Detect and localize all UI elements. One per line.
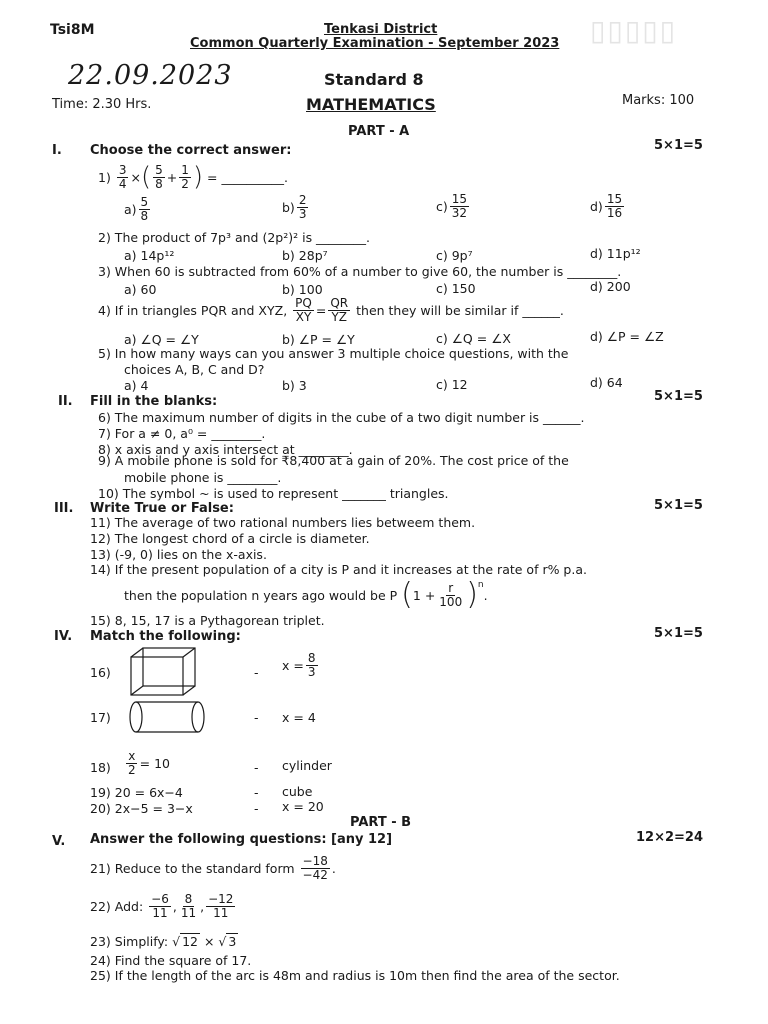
question-13: 13) (-9, 0) lies on the x-axis. xyxy=(90,547,267,562)
q2-option-a: a) 14p¹² xyxy=(124,248,175,263)
q17-answer: x = 4 xyxy=(282,710,316,725)
section-3-number: III. xyxy=(54,501,74,516)
q3-option-a: a) 60 xyxy=(124,282,157,297)
q3-option-d: d) 200 xyxy=(590,279,631,294)
question-14-line-2: then the population n years ago would be P ( 1 + $\frac{r}{100}$ ) n . xyxy=(124,577,488,612)
question-4: 4) If in triangles PQR and XYZ, $\frac{PQ}{XY}$ = $\frac{QR}{YZ}$ then they will be similar if ______. xyxy=(98,296,564,324)
q3-option-c: c) 150 xyxy=(436,281,476,296)
q5-option-b: b) 3 xyxy=(282,378,307,393)
q1-fraction-lead: $\frac{3}{4}$ xyxy=(118,163,127,191)
question-9: 9) A mobile phone is sold for ₹8,400 at a gain of 20%. The cost price of the xyxy=(98,453,569,468)
section-4-number: IV. xyxy=(54,629,73,644)
q2-option-c: c) 9p⁷ xyxy=(436,248,473,263)
question-23: 23) Simplify: √ 12 × √ 3 xyxy=(90,933,237,949)
q22-fraction-3: $\frac{-12}{11}$ xyxy=(208,892,234,920)
q20-answer: x = 20 xyxy=(282,799,324,814)
q16-answer: x = $\frac{8}{3}$ xyxy=(282,651,316,679)
subject-title: MATHEMATICS xyxy=(306,95,436,114)
time-label: Time: 2.30 Hrs. xyxy=(52,97,152,112)
section-3-title: Write True or False: xyxy=(90,501,234,516)
q4-option-a: a) ∠Q = ∠Y xyxy=(124,332,199,347)
q5-option-a: a) 4 xyxy=(124,378,149,393)
q1-option-c: c) $\frac{15}{32}$ xyxy=(436,192,468,220)
question-14: 14) If the present population of a city is P and it increases at the rate of r% p.a. xyxy=(90,562,587,577)
section-1-marks: 5×1=5 xyxy=(654,138,703,153)
exam-title: Common Quarterly Examination - September 2023 xyxy=(190,36,560,51)
question-24: 24) Find the square of 17. xyxy=(90,953,252,968)
q1-option-b: b) $\frac{2}{3}$ xyxy=(282,193,307,221)
section-5-title: Answer the following questions: [any 12] xyxy=(90,832,393,847)
q19-answer: cube xyxy=(282,784,313,799)
q2-option-b: b) 28p⁷ xyxy=(282,248,328,263)
question-19: 19) 20 = 6x−4 xyxy=(90,785,183,800)
q4-fraction-1: $\frac{PQ}{XY}$ xyxy=(295,296,312,324)
section-2-title: Fill in the blanks: xyxy=(90,394,218,409)
q4-option-c: c) ∠Q = ∠X xyxy=(436,331,511,346)
handwritten-date: 22.09.2023 xyxy=(68,60,233,91)
q18-dash: - xyxy=(254,760,259,775)
part-a-title: PART - A xyxy=(348,124,410,139)
question-3: 3) When 60 is subtracted from 60% of a number to give 60, the number is ________. xyxy=(98,264,622,279)
question-22: 22) Add: $\frac{-6}{11}$ , $\frac{8}{11}$ , $\frac{-12}{11}$ xyxy=(90,892,234,920)
q19-dash: - xyxy=(254,785,259,800)
q1-fraction-2: $\frac{1}{2}$ xyxy=(181,163,189,191)
q18-left: $\frac{x}{2}$ = 10 xyxy=(128,749,170,777)
q3-option-b: b) 100 xyxy=(282,282,323,297)
q5-option-c: c) 12 xyxy=(436,377,468,392)
question-5-line-2: choices A, B, C and D? xyxy=(124,362,265,377)
marks-label: Marks: 100 xyxy=(622,93,695,108)
question-12: 12) The longest chord of a circle is diameter. xyxy=(90,531,370,546)
q1-blank: = __________. xyxy=(207,169,288,185)
q14-fraction: $\frac{r}{100}$ xyxy=(439,580,463,609)
q18-number: 18) xyxy=(90,760,111,775)
q17-number: 17) xyxy=(90,710,111,725)
cylinder-figure xyxy=(128,700,208,734)
faded-stamp: ▯▯▯▯▯ xyxy=(590,14,678,47)
q1-option-d: d) $\frac{15}{16}$ xyxy=(590,192,623,220)
q2-option-d: d) 11p¹² xyxy=(590,246,641,261)
section-1-title: Choose the correct answer: xyxy=(90,143,292,158)
question-10: 10) The symbol ~ is used to represent _______ triangles. xyxy=(98,486,449,501)
question-15: 15) 8, 15, 17 is a Pythagorean triplet. xyxy=(90,613,325,628)
q16-number: 16) xyxy=(90,665,111,680)
q17-dash: - xyxy=(254,710,259,725)
q18-answer: cylinder xyxy=(282,758,332,773)
q20-dash: - xyxy=(254,801,259,816)
district-title: Tenkasi District xyxy=(324,22,438,37)
paper-code: Tsi8M xyxy=(50,22,95,38)
q1-number: 1) xyxy=(98,169,111,185)
question-11: 11) The average of two rational numbers lies betweem them. xyxy=(90,515,476,530)
question-25: 25) If the length of the arc is 48m and radius is 10m then find the area of the sector. xyxy=(90,968,620,983)
question-9-line-2: mobile phone is ________. xyxy=(124,470,282,485)
question-1: 1) $\frac{3}{4}$ × ( $\frac{5}{8}$ + $\frac{1}{2}$ ) = __________. xyxy=(98,162,288,193)
question-6: 6) The maximum number of digits in the cube of a two digit number is ______. xyxy=(98,410,585,425)
q22-fraction-1: $\frac{-6}{11}$ xyxy=(151,892,169,920)
section-1-number: I. xyxy=(52,143,62,158)
part-b-title: PART - B xyxy=(350,815,412,830)
question-7: 7) For a ≠ 0, a⁰ = ________. xyxy=(98,426,266,441)
section-4-title: Match the following: xyxy=(90,629,241,644)
section-5-number: V. xyxy=(52,834,66,849)
section-3-marks: 5×1=5 xyxy=(654,498,703,513)
q4-fraction-2: $\frac{QR}{YZ}$ xyxy=(330,296,349,324)
q1-fraction-1: $\frac{5}{8}$ xyxy=(155,163,163,191)
section-2-marks: 5×1=5 xyxy=(654,389,703,404)
section-4-marks: 5×1=5 xyxy=(654,626,703,641)
question-21: 21) Reduce to the standard form $\frac{-18}{-42}$ . xyxy=(90,854,336,882)
question-5: 5) In how many ways can you answer 3 multiple choice questions, with the xyxy=(98,346,569,361)
question-8: 8) x axis and y axis intersect at ________. xyxy=(98,442,353,457)
q4-option-d: d) ∠P = ∠Z xyxy=(590,329,664,344)
q21-fraction: $\frac{-18}{-42}$ xyxy=(302,854,328,882)
q4-option-b: b) ∠P = ∠Y xyxy=(282,332,355,347)
question-20: 20) 2x−5 = 3−x xyxy=(90,801,193,816)
q16-dash: - xyxy=(254,665,259,680)
section-2-number: II. xyxy=(58,394,73,409)
standard-label: Standard 8 xyxy=(324,70,424,89)
q5-option-d: d) 64 xyxy=(590,375,623,390)
q22-fraction-2: $\frac{8}{11}$ xyxy=(180,892,197,920)
question-2: 2) The product of 7p³ and (2p²)² is ________. xyxy=(98,230,371,245)
q1-option-a: a) $\frac{5}{8}$ xyxy=(124,195,149,223)
cube-figure xyxy=(128,645,198,697)
section-5-marks: 12×2=24 xyxy=(636,830,704,845)
